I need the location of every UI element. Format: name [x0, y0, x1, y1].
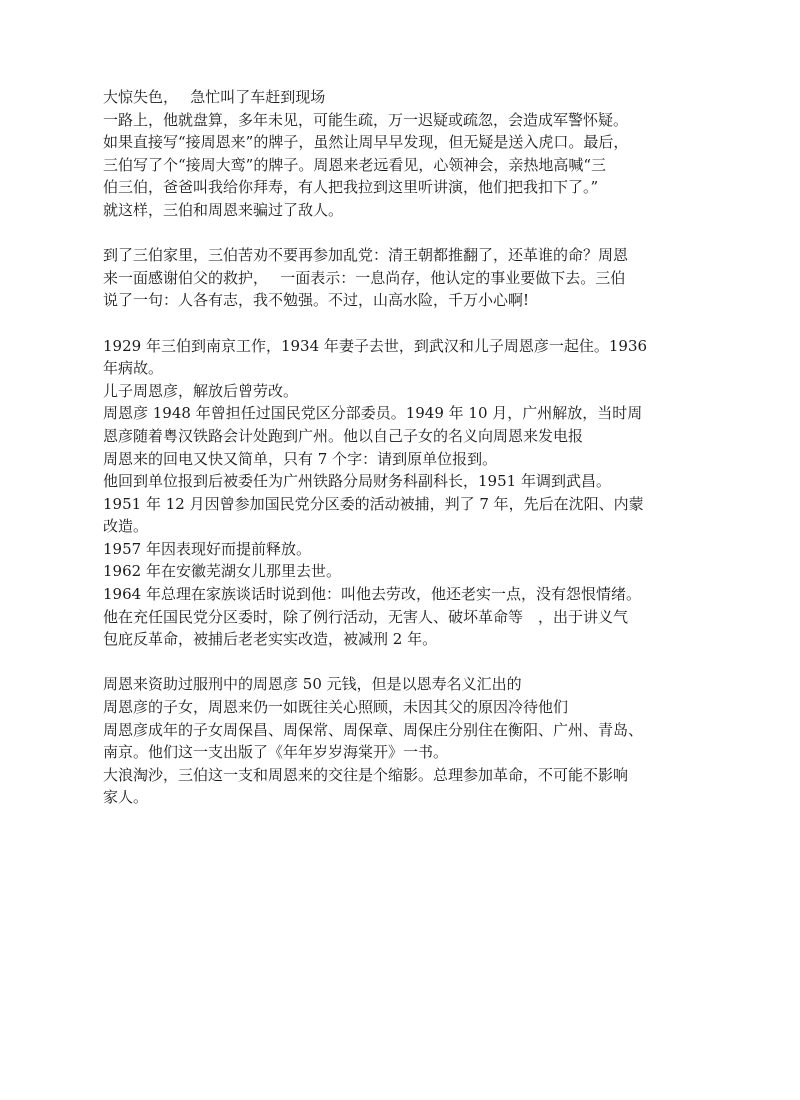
- text-line: 说了一句：人各有志，我不勉强。不过，山高水险，千万小心啊!: [103, 291, 530, 310]
- paragraph-gap: [103, 651, 703, 674]
- text-line: 一路上，他就盘算，多年未见，可能生疏，万一迟疑或疏忽，会造成军警怀疑。: [103, 110, 629, 129]
- text-line: 他回到单位报到后被委任为广州铁路分局财务科副科长，1951 年调到武昌。: [103, 472, 611, 491]
- text-line: 周恩彦 1948 年曾担任过国民党区分部委员。1949 年 10 月，广州解放，当时周: [103, 404, 643, 423]
- text-line: 如果直接写“接周恩来”的牌子，虽然让周早早发现，但无疑是送入虎口。最后，: [103, 133, 629, 152]
- text-line: 周恩彦的子女，周恩来仍一如既往关心照顾，未因其父的原因冷待他们: [103, 698, 569, 717]
- paragraph-timeline: [103, 335, 703, 651]
- paragraph-rescue: [103, 86, 703, 222]
- paragraph-persuasion: [103, 244, 703, 312]
- paragraph-gap: [103, 312, 703, 335]
- text-line: 1962 年在安徽芜湖女儿那里去世。: [103, 562, 341, 581]
- text-line: 1964 年总理在家族谈话时说到他：叫他去劳改，他还老实一点，没有怨恨情绪。: [103, 585, 641, 604]
- text-line: 年病故。: [103, 359, 164, 378]
- text-line: 周恩来资助过服刑中的周恩彦 50 元钱，但是以恩寿名义汇出的: [103, 675, 522, 694]
- text-line: 来一面感谢伯父的救护， 一面表示：一息尚存，他认定的事业要做下去。三伯: [103, 268, 626, 287]
- text-line: 大惊失色， 急忙叫了车赶到现场: [103, 88, 326, 106]
- text-line: 到了三伯家里，三伯苦劝不要再参加乱党：清王朝都推翻了，还革谁的命？周恩: [103, 246, 629, 265]
- text-line: 伯三伯，爸爸叫我给你拜寿，有人把我拉到这里听讲演，他们把我扣下了。”: [103, 178, 599, 197]
- text-line: 周恩来的回电又快又简单，只有 7 个字：请到原单位报到。: [103, 449, 498, 468]
- text-line: 1929 年三伯到南京工作，1934 年妻子去世，到武汉和儿子周恩彦一起住。1936: [103, 336, 648, 355]
- text-line: 南京。他们这一支出版了《年年岁岁海棠开》一书。: [103, 743, 449, 762]
- paragraph-gap: [103, 222, 703, 245]
- paragraph-family: [103, 673, 703, 809]
- text-line: 改造。: [103, 517, 149, 536]
- text-line: 家人。: [103, 788, 149, 807]
- text-line: 1957 年因表现好而提前释放。: [103, 539, 311, 558]
- document-body: [103, 86, 703, 809]
- text-line: 大浪淘沙，三伯这一支和周恩来的交往是个缩影。总理参加革命，不可能不影响: [103, 765, 629, 784]
- text-line: 恩彦随着粤汉铁路会计处跑到广州。他以自己子女的名义向周恩来发电报: [103, 426, 584, 445]
- text-line: 周恩彦成年的子女周保昌、周保常、周保章、周保庄分别住在衡阳、广州、青岛、: [103, 720, 644, 739]
- text-line: 1951 年 12 月因曾参加国民党分区委的活动被捕，判了 7 年，先后在沈阳、内蒙: [103, 494, 644, 513]
- text-line: 就这样，三伯和周恩来骗过了敌人。: [103, 200, 344, 219]
- text-line: 三伯写了个“接周大鸾”的牌子。周恩来老远看见，心领神会，亲热地高喊“三: [103, 155, 607, 174]
- text-line: 包庇反革命，被捕后老老实实改造，被减刑 2 年。: [103, 630, 438, 649]
- text-line: 他在充任国民党分区委时，除了例行活动，无害人、破坏革命等 ，出于讲义气: [103, 607, 629, 626]
- text-line: 儿子周恩彦，解放后曾劳改。: [103, 381, 299, 400]
